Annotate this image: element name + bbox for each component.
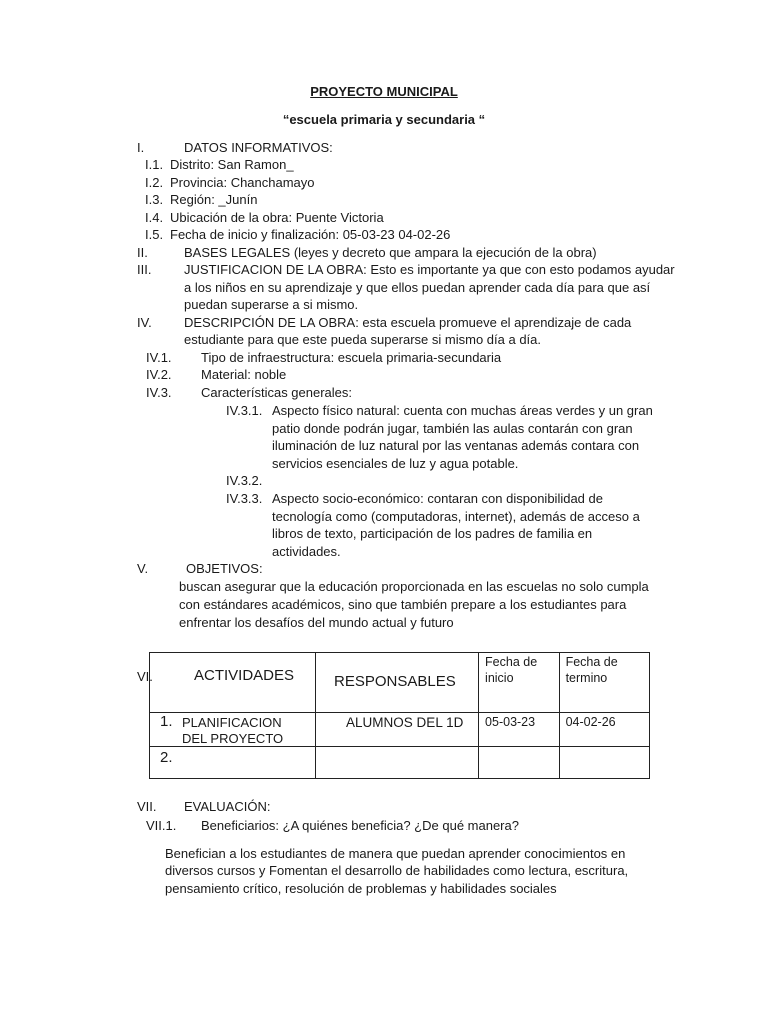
item-text: Material: noble — [201, 367, 287, 382]
paragraph-line: DESCRIPCIÓN DE LA OBRA: esta escuela promueve el aprendizaje de cada — [184, 315, 632, 330]
paragraph-line: puedan superarse a si mismo. — [184, 297, 359, 312]
table-cell — [316, 747, 479, 779]
item-number: IV.3. — [146, 385, 172, 400]
section-number: VI. — [137, 669, 153, 684]
table-cell — [559, 713, 649, 747]
subitem-number: IV.3.1. — [226, 403, 263, 418]
table-row — [150, 713, 650, 747]
paragraph-line: buscan asegurar que la educación proporcionada en las escuelas no solo cumpla — [179, 579, 649, 594]
item-number: IV.2. — [146, 367, 172, 382]
table-row — [150, 747, 650, 779]
row-activity: PLANIFICACION DEL PROYECTO — [182, 715, 284, 746]
paragraph-line: estudiante para que este pueda superarse si mismo día a día. — [184, 332, 541, 347]
item-number: I.4. — [145, 210, 164, 225]
paragraph-line: JUSTIFICACION DE LA OBRA: Esto es importante ya que con esto podamos ayudar — [184, 262, 675, 277]
section-number: IV. — [137, 315, 152, 330]
item-text: Distrito: San Ramon_ — [170, 157, 294, 172]
paragraph-line: tecnología como (computadoras, internet), además de acceso a — [272, 509, 640, 524]
row-start-date: 05-03-23 — [485, 715, 536, 729]
subitem-number: IV.3.2. — [226, 473, 263, 488]
header-activities: ACTIVIDADES — [194, 667, 295, 684]
paragraph-line: servicios esenciales de luz y agua potable. — [272, 456, 519, 471]
section-number: III. — [137, 262, 152, 277]
paragraph-line: actividades. — [272, 544, 341, 559]
item-number: I.2. — [145, 175, 164, 190]
item-number: I.1. — [145, 157, 164, 172]
section-number: VII. — [137, 799, 157, 814]
table-header-cell — [559, 653, 649, 713]
table-cell — [150, 713, 316, 747]
paragraph-line: Benefician a los estudiantes de manera que puedan aprender conocimientos en — [165, 846, 626, 861]
row-responsible: ALUMNOS DEL 1D — [346, 715, 464, 730]
paragraph-line: diversos cursos y Fomentan el desarrollo de habilidades como lectura, escritura, — [165, 863, 629, 878]
row-end-date: 04-02-26 — [565, 715, 616, 729]
section-number: V. — [137, 561, 149, 576]
item-text: Provincia: Chanchamayo — [170, 175, 315, 190]
table-cell — [316, 713, 479, 747]
paragraph-line: Aspecto físico natural: cuenta con muchas áreas verdes y un gran — [272, 403, 653, 418]
table-cell — [479, 747, 560, 779]
item-text: Fecha de inicio y finalización: 05-03-23 04-02-26 — [170, 227, 451, 242]
paragraph-line: Aspecto socio-económico: contaran con disponibilidad de — [272, 491, 603, 506]
paragraph-line: enfrentar los desafíos del mundo actual y futuro — [179, 615, 454, 630]
section-number: I. — [137, 140, 145, 155]
item-number: I.5. — [145, 227, 164, 242]
paragraph-line: a los niños en su aprendizaje y que ellos puedan aprender cada día para que así — [184, 280, 651, 295]
item-text: Ubicación de la obra: Puente Victoria — [170, 210, 384, 225]
activities-table — [149, 652, 650, 779]
item-text: Beneficiarios: ¿A quiénes beneficia? ¿De qué manera? — [201, 818, 519, 833]
row-index: 1. — [160, 713, 173, 730]
item-number: VII.1. — [146, 818, 177, 833]
section-heading: BASES LEGALES (leyes y decreto que ampara la ejecución de la obra) — [184, 245, 597, 260]
subitem-number: IV.3.3. — [226, 491, 263, 506]
paragraph-line: libros de texto, participación de los padres de familia en — [272, 526, 593, 541]
document-subtitle: “escuela primaria y secundaria “ — [282, 112, 486, 127]
paragraph-line: con estándares académicos, sino que también prepare a los estudiantes para — [179, 597, 627, 612]
activity-cell — [150, 713, 315, 746]
row-index: 2. — [160, 749, 173, 766]
section-heading: OBJETIVOS: — [186, 561, 263, 576]
table-cell — [479, 713, 560, 747]
header-responsables: RESPONSABLES — [334, 673, 456, 690]
item-number: IV.1. — [146, 350, 172, 365]
header-fecha-inicio: Fecha de inicio — [485, 655, 538, 685]
document-title: PROYECTO MUNICIPAL — [310, 84, 458, 99]
table-header-cell — [150, 653, 316, 713]
section-heading: DATOS INFORMATIVOS: — [184, 140, 333, 155]
table-header-cell — [316, 653, 479, 713]
paragraph-line: patio donde podrán jugar, también las aulas contarán con gran — [272, 421, 633, 436]
item-text: Región: _Junín — [170, 192, 258, 207]
header-fecha-termino: Fecha de termino — [565, 655, 618, 685]
section-number: II. — [137, 245, 148, 260]
table-cell — [150, 747, 316, 779]
table-cell — [559, 747, 649, 779]
section-heading: EVALUACIÓN: — [184, 799, 271, 814]
paragraph-line: iluminación de luz natural por las ventanas además contara con — [272, 438, 640, 453]
table-header-row — [150, 653, 650, 713]
item-text: Características generales: — [201, 385, 353, 400]
table-header-cell — [479, 653, 560, 713]
item-text: Tipo de infraestructura: escuela primaria-secundaria — [201, 350, 502, 365]
item-number: I.3. — [145, 192, 164, 207]
paragraph-line: pensamiento crítico, resolución de problemas y habilidades sociales — [165, 881, 557, 896]
